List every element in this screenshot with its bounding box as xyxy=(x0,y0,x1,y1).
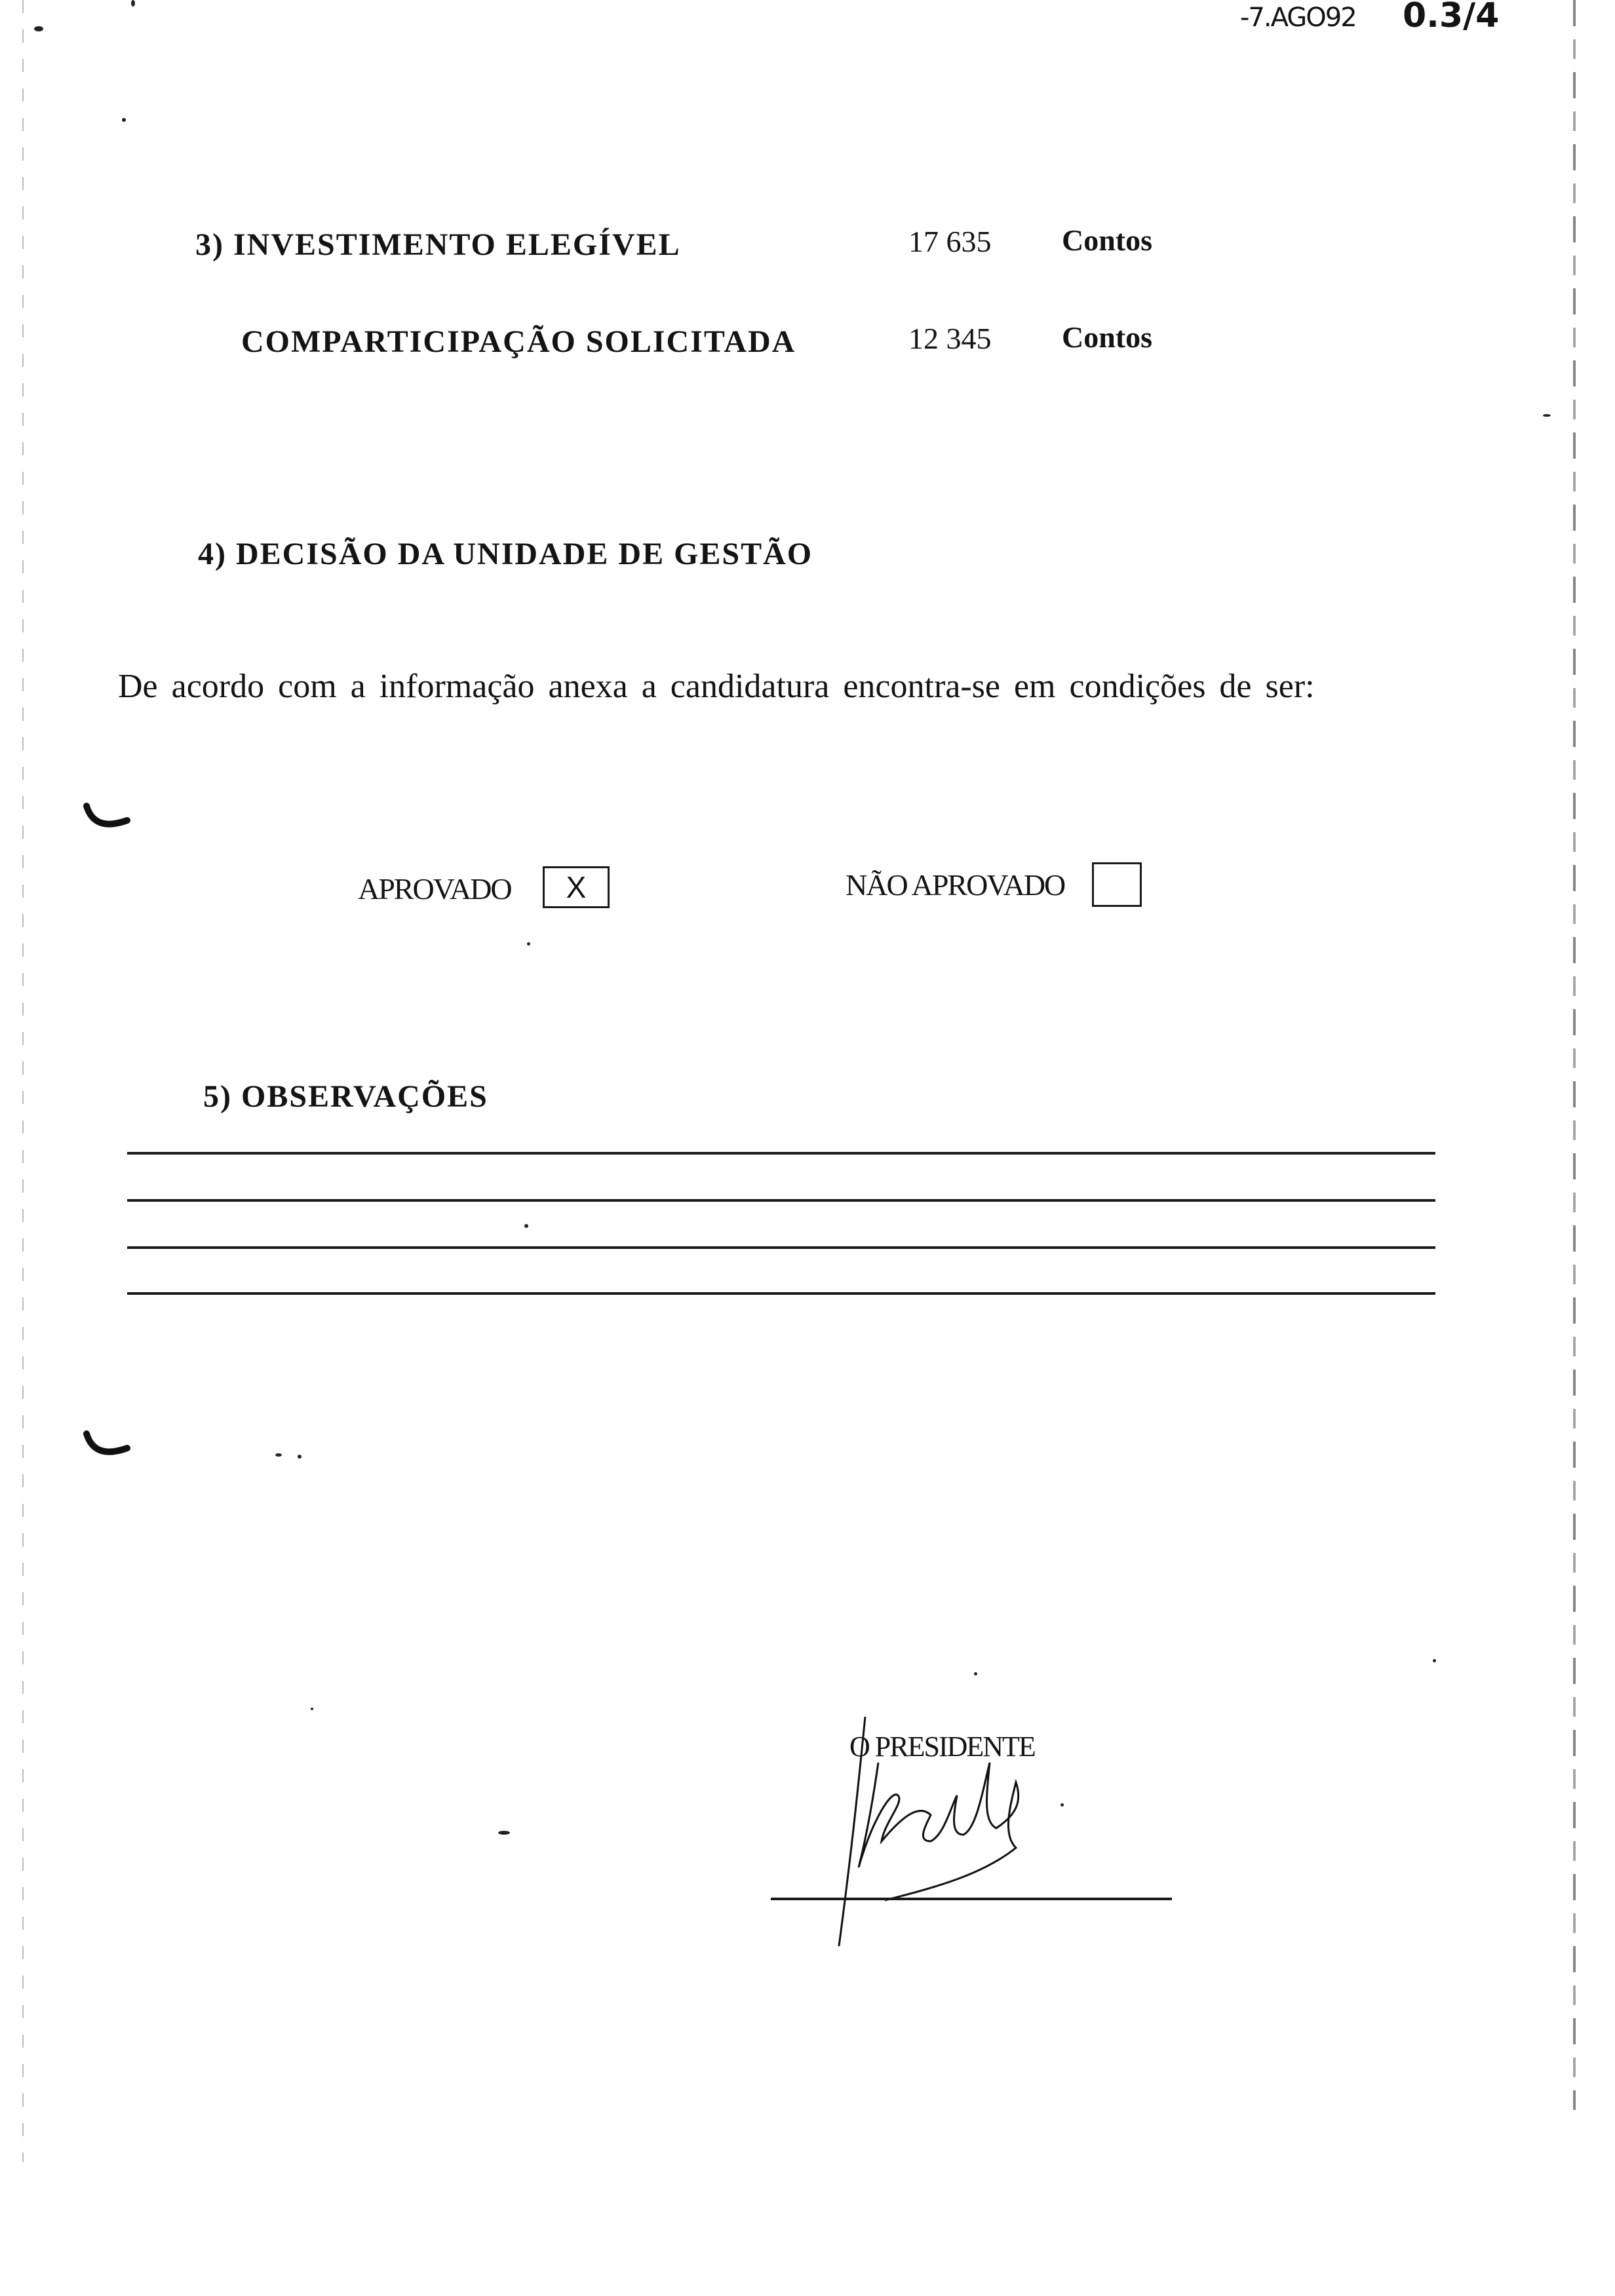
scan-speck xyxy=(527,942,530,946)
scan-speck xyxy=(1060,1803,1064,1807)
signature-line xyxy=(771,1898,1172,1900)
scan-speck xyxy=(34,26,43,31)
scan-edge-left xyxy=(22,0,24,2162)
scan-speck xyxy=(498,1831,510,1835)
approved-checkbox[interactable]: X xyxy=(543,866,610,908)
approved-label: APROVADO xyxy=(358,872,511,906)
handwritten-signature-icon xyxy=(819,1704,1081,1953)
punch-mark-icon xyxy=(81,801,134,840)
comparticipacao-label: COMPARTICIPAÇÃO SOLICITADA xyxy=(241,324,796,359)
date-stamp: -7.AGO92 xyxy=(1240,3,1356,33)
observation-line[interactable] xyxy=(127,1152,1435,1155)
not-approved-checkbox[interactable] xyxy=(1092,862,1142,907)
observation-line[interactable] xyxy=(127,1246,1435,1249)
scan-edge-right xyxy=(1573,0,1576,2110)
scan-speck xyxy=(974,1672,977,1675)
decision-paragraph: De acordo com a informação anexa a candidatura encontra-se em condições de ser: xyxy=(118,668,1315,705)
page-number-stamp: 0.3/4 xyxy=(1403,0,1500,35)
scan-speck xyxy=(131,0,135,7)
observation-line[interactable] xyxy=(127,1292,1435,1295)
scan-speck xyxy=(1543,414,1551,417)
signature-title: O PRESIDENTE xyxy=(849,1731,1035,1763)
scan-speck xyxy=(122,118,126,122)
scan-speck xyxy=(1433,1659,1436,1662)
investimento-unit: Contos xyxy=(1062,223,1153,257)
scan-speck xyxy=(311,1708,313,1710)
scan-speck xyxy=(524,1224,528,1228)
section-4-heading: 4) DECISÃO DA UNIDADE DE GESTÃO xyxy=(198,537,813,571)
comparticipacao-unit: Contos xyxy=(1062,320,1153,354)
section-5-heading: 5) OBSERVAÇÕES xyxy=(203,1079,488,1114)
scan-speck xyxy=(275,1453,282,1457)
punch-mark-icon xyxy=(81,1428,134,1468)
investimento-value: 17 635 xyxy=(908,225,992,258)
observation-line[interactable] xyxy=(127,1199,1435,1202)
scan-speck xyxy=(298,1455,302,1459)
not-approved-label: NÃO APROVADO xyxy=(846,868,1065,902)
comparticipacao-value: 12 345 xyxy=(908,322,992,355)
section-3-heading: 3) INVESTIMENTO ELEGÍVEL xyxy=(195,227,681,262)
